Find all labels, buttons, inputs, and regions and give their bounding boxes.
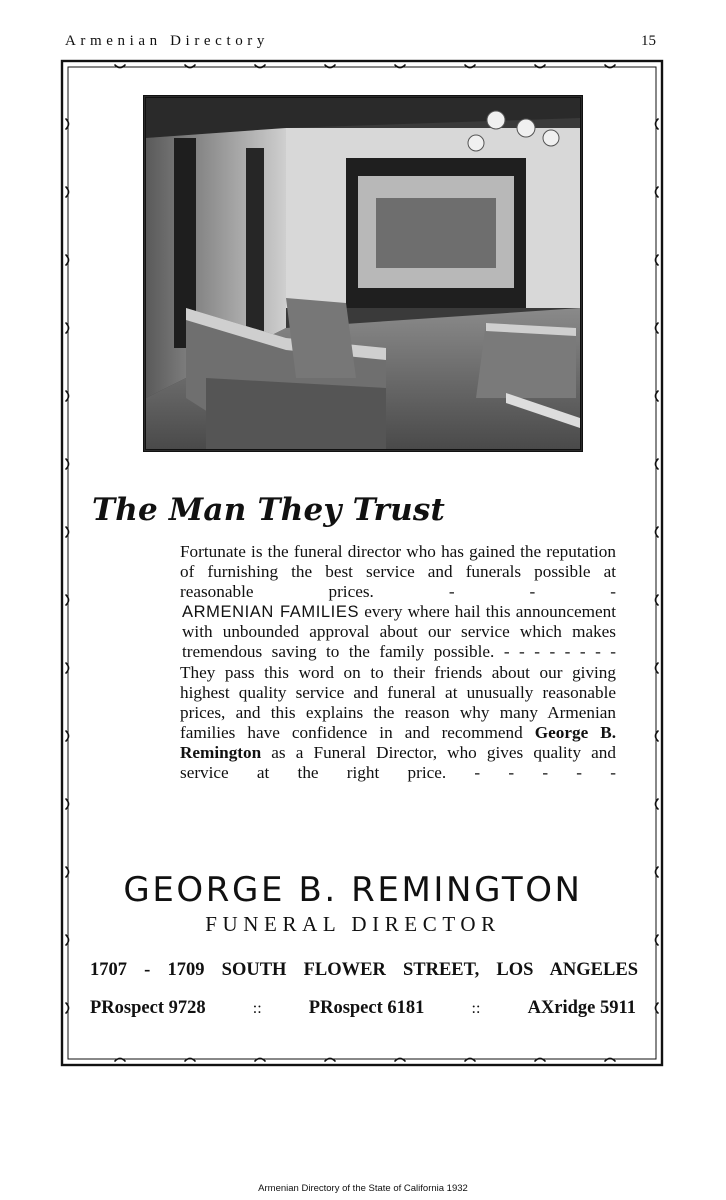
body-director-name: George B. Remington: [180, 722, 616, 762]
phone-number: PRospect 6181: [308, 998, 425, 1018]
company-name: GEORGE B. REMINGTON: [123, 870, 583, 910]
body-paragraph-1: Fortunate is the funeral director who has gained the reputation of furnishing the best service and funerals possible at reasonable prices. - - -: [180, 542, 616, 602]
body-caps-lead: ARMENIAN FAMILIES: [182, 603, 360, 622]
company-address: 1707 - 1709 SOUTH FLOWER STREET, LOS ANGELES: [90, 960, 638, 980]
funeral-parlor-photo: [143, 95, 583, 452]
body-paragraph-2: [180, 602, 616, 662]
page-number: 15: [641, 33, 656, 49]
body-paragraph-3: [180, 663, 616, 784]
phone-number: PRospect 9728: [90, 998, 206, 1018]
running-head: [65, 33, 656, 55]
company-subtitle: FUNERAL DIRECTOR: [205, 912, 501, 936]
phone-separator: ::: [471, 1000, 481, 1017]
page-footer: Armenian Directory of the State of California 1932: [258, 1183, 468, 1194]
body-paragraph-3-text-a: They pass this word on to their friends about our giving highest quality service and funeral at unusually reasonable prices, and this explains the reason why many Armenian families have confidence in and recommend: [180, 662, 616, 742]
phone-number: AXridge 5911: [527, 998, 636, 1018]
ad-headline: The Man They Trust: [92, 492, 446, 528]
phone-separator: ::: [252, 1000, 262, 1017]
body-paragraph-2-text: every where hail this announcement with unbounded approval about our service which makes tremendous saving to the family possible. - - - - - - - -: [182, 602, 616, 662]
body-paragraph-3-text-b: as a Funeral Director, who gives quality and service at the right price. - - - - -: [180, 742, 616, 783]
running-title: Armenian Directory: [65, 33, 270, 49]
ad-body: [180, 542, 616, 783]
phone-numbers: [90, 998, 636, 1019]
